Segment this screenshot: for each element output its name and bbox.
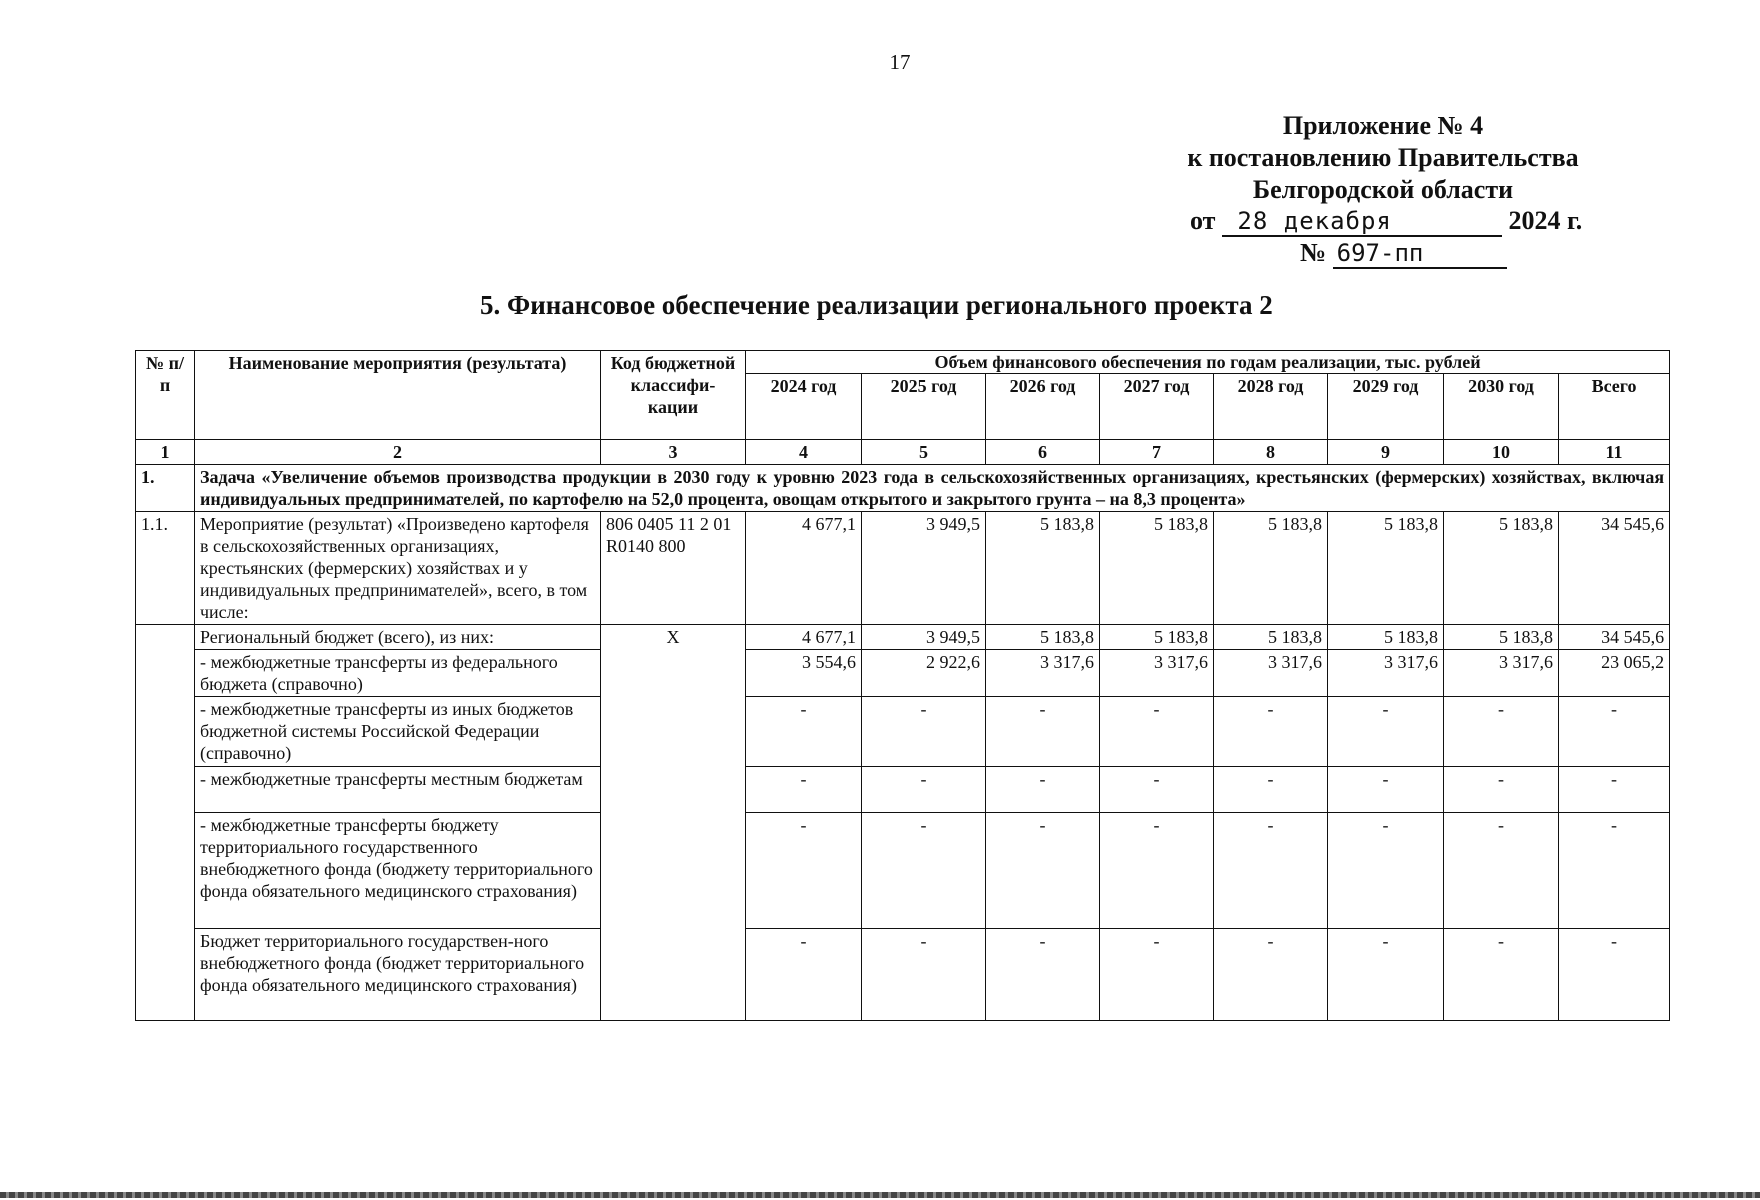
funding-value: -	[1559, 929, 1670, 1021]
funding-value: -	[1214, 813, 1328, 929]
funding-value: -	[1100, 767, 1214, 813]
funding-value: 3 317,6	[1100, 650, 1214, 697]
measure-num: 1.1.	[136, 512, 195, 625]
funding-value: -	[862, 767, 986, 813]
page-number: 17	[889, 50, 911, 74]
funding-value: -	[1444, 929, 1559, 1021]
funding-value: -	[746, 929, 862, 1021]
scan-footer-bar	[0, 1192, 1760, 1198]
funding-value: -	[1100, 813, 1214, 929]
decree-date	[1190, 206, 1620, 237]
code-not-applicable-mark: X	[601, 625, 746, 1021]
funding-value: -	[986, 929, 1100, 1021]
header-year: 2027 год	[1100, 374, 1214, 440]
header-year: 2024 год	[746, 374, 862, 440]
funding-source-row	[136, 813, 1670, 929]
funding-value: -	[1214, 767, 1328, 813]
header-name: Наименование мероприятия (результата)	[195, 351, 601, 440]
funding-value: -	[1559, 767, 1670, 813]
appendix-title: Приложение № 4	[1282, 111, 1484, 140]
number-value: 697-пп	[1333, 239, 1507, 269]
date-value-text: 28 декабря	[1237, 207, 1392, 235]
funding-value: 3 554,6	[746, 650, 862, 697]
document-title: 5. Финансовое обеспечение реализации регионального проекта 2	[480, 290, 1273, 320]
measure-value: 3 949,5	[862, 512, 986, 625]
funding-source-name: - межбюджетные трансферты местным бюджетам	[195, 767, 601, 813]
funding-value: -	[862, 929, 986, 1021]
funding-source-name: - межбюджетные трансферты из федерального бюджета (справочно)	[195, 650, 601, 697]
funding-value: -	[862, 813, 986, 929]
col-number: 3	[601, 440, 746, 465]
funding-value: 23 065,2	[1559, 650, 1670, 697]
header-volume: Объем финансового обеспечения по годам реализации, тыс. рублей	[746, 351, 1670, 374]
task-text: Задача «Увеличение объемов производства продукции в 2030 году к уровню 2023 года в сельскохозяйственных организациях, крестьянских (фермерских) хозяйствах, включая индивидуальных предпринимателей, по картофелю на 52,0 процента, овощам открытого и закрытого грунта – на 8,3 процента»	[195, 465, 1670, 512]
funding-value: 5 183,8	[986, 625, 1100, 650]
col-number: 7	[1100, 440, 1214, 465]
appendix-region: Белгородской области	[1252, 175, 1514, 204]
funding-value: -	[1559, 697, 1670, 767]
funding-value: -	[986, 813, 1100, 929]
funding-value: -	[1328, 929, 1444, 1021]
appendix-header	[1143, 110, 1623, 206]
column-number-row	[136, 440, 1670, 465]
header-year: 2028 год	[1214, 374, 1328, 440]
task-row	[136, 465, 1670, 512]
measure-row	[136, 512, 1670, 625]
appendix-reference: к постановлению Правительства	[1187, 143, 1579, 172]
measure-value: 5 183,8	[1328, 512, 1444, 625]
measure-value: 5 183,8	[1100, 512, 1214, 625]
funding-value: -	[1328, 813, 1444, 929]
header-total: Всего	[1559, 374, 1670, 440]
measure-value: 5 183,8	[1214, 512, 1328, 625]
funding-value: -	[1328, 697, 1444, 767]
col-number: 5	[862, 440, 986, 465]
funding-value: 3 317,6	[986, 650, 1100, 697]
date-value	[1222, 207, 1502, 237]
header-year: 2025 год	[862, 374, 986, 440]
funding-source-row	[136, 929, 1670, 1021]
col-number: 4	[746, 440, 862, 465]
funding-value: 3 317,6	[1444, 650, 1559, 697]
header-year: 2026 год	[986, 374, 1100, 440]
funding-value: -	[1444, 697, 1559, 767]
funding-value: 4 677,1	[746, 625, 862, 650]
number-prefix: №	[1300, 238, 1327, 267]
col-number: 8	[1214, 440, 1328, 465]
header-num: № п/п	[136, 351, 195, 440]
col-number: 10	[1444, 440, 1559, 465]
funding-source-name: - межбюджетные трансферты из иных бюджетов бюджетной системы Российской Федерации (справочно)	[195, 697, 601, 767]
header-year: 2029 год	[1328, 374, 1444, 440]
decree-number	[1300, 238, 1507, 269]
funding-value: 3 317,6	[1214, 650, 1328, 697]
measure-value: 4 677,1	[746, 512, 862, 625]
funding-value: -	[862, 697, 986, 767]
funding-value: 3 949,5	[862, 625, 986, 650]
date-prefix: от	[1190, 206, 1216, 235]
funding-value: -	[746, 697, 862, 767]
funding-value: 2 922,6	[862, 650, 986, 697]
header-code: Код бюджетной классифи-кации	[601, 351, 746, 440]
measure-name: Мероприятие (результат) «Произведено картофеля в сельскохозяйственных организациях, крестьянских (фермерских) хозяйствах и у индивидуальных предпринимателей», всего, в том числе:	[195, 512, 601, 625]
date-year: 2024 г.	[1508, 206, 1583, 235]
funding-value: -	[746, 767, 862, 813]
col-number: 11	[1559, 440, 1670, 465]
funding-value: -	[1214, 929, 1328, 1021]
header-year: 2030 год	[1444, 374, 1559, 440]
funding-value: -	[1559, 813, 1670, 929]
funding-value: 5 183,8	[1214, 625, 1328, 650]
col-number: 2	[195, 440, 601, 465]
funding-value: -	[746, 813, 862, 929]
funding-value: -	[1328, 767, 1444, 813]
funding-source-row	[136, 625, 1670, 650]
funding-source-name: - межбюджетные трансферты бюджету территориального государственного внебюджетного фонда (бюджету территориального фонда обязательного медицинского страхования)	[195, 813, 601, 929]
funding-source-row	[136, 650, 1670, 697]
header-row	[136, 351, 1670, 374]
funding-value: -	[986, 697, 1100, 767]
col-number: 9	[1328, 440, 1444, 465]
funding-value: -	[986, 767, 1100, 813]
funding-source-row	[136, 767, 1670, 813]
funding-value: 3 317,6	[1328, 650, 1444, 697]
col-number: 6	[986, 440, 1100, 465]
funding-value: -	[1444, 767, 1559, 813]
task-num: 1.	[136, 465, 195, 512]
funding-value: -	[1100, 929, 1214, 1021]
measure-value: 5 183,8	[986, 512, 1100, 625]
funding-value: 5 183,8	[1444, 625, 1559, 650]
funding-source-row	[136, 697, 1670, 767]
funding-value: -	[1100, 697, 1214, 767]
funding-value: 5 183,8	[1328, 625, 1444, 650]
empty-num-cell	[136, 625, 195, 1021]
measure-code: 806 0405 11 2 01 R0140 800	[601, 512, 746, 625]
funding-source-name: Региональный бюджет (всего), из них:	[195, 625, 601, 650]
col-number: 1	[136, 440, 195, 465]
funding-value: -	[1214, 697, 1328, 767]
funding-source-name: Бюджет территориального государствен-ного внебюджетного фонда (бюджет территориального фонда обязательного медицинского страхования)	[195, 929, 601, 1021]
measure-value: 5 183,8	[1444, 512, 1559, 625]
financing-table	[135, 350, 1670, 1021]
measure-value: 34 545,6	[1559, 512, 1670, 625]
funding-value: 5 183,8	[1100, 625, 1214, 650]
funding-value: 34 545,6	[1559, 625, 1670, 650]
funding-value: -	[1444, 813, 1559, 929]
